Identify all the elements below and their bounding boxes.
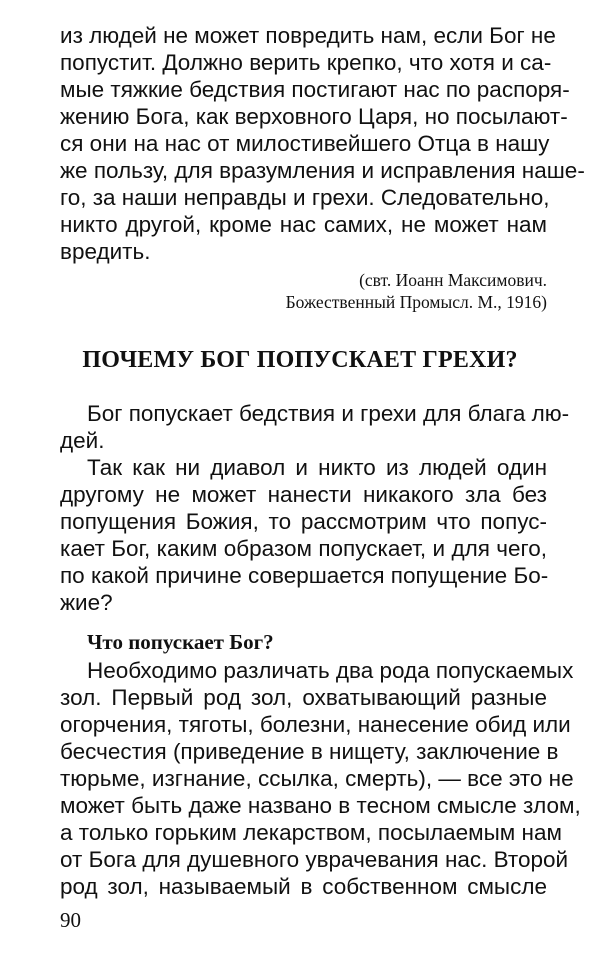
text-line: вредить.	[60, 239, 151, 264]
text-line: от Бога для душевного уврачевания нас. Второй	[60, 847, 569, 872]
text-line: же пользу, для вразумления и исправления наше-	[60, 158, 585, 183]
text-line: попустит. Должно верить крепко, что хотя и са-	[60, 50, 552, 75]
text-line: по какой причине совершается попущение Бо-	[60, 563, 549, 588]
text-line: зол. Первый род зол, охватывающий разные	[60, 685, 547, 710]
text-line: может быть даже названо в тесном смысле злом,	[60, 793, 581, 818]
citation-author: (свт. Иоанн Максимович.	[359, 270, 547, 290]
text-line: другому не может нанести никакого зла без	[60, 482, 547, 507]
page-number: 90	[60, 908, 81, 932]
section-title: ПОЧЕМУ БОГ ПОПУСКАЕТ ГРЕХИ?	[82, 347, 518, 373]
text-line: Так как ни диавол и никто из людей один	[87, 455, 547, 480]
text-line: а только горьким лекарством, посылаемым нам	[60, 820, 562, 845]
text-line: жие?	[60, 590, 113, 615]
citation-source: Божественный Промысл. М., 1916)	[285, 292, 547, 312]
text-line: никто другой, кроме нас самих, не может нам	[60, 212, 547, 237]
text-line: дей.	[60, 428, 105, 453]
subsection-title: Что попускает Бог?	[87, 630, 274, 654]
text-line: го, за наши неправды и грехи. Следовательно,	[60, 185, 550, 210]
text-line: Необходимо различать два рода попускаемых	[87, 658, 574, 683]
text-line: ся они на нас от милостивейшего Отца в нашу	[60, 131, 550, 156]
text-line: мые тяжкие бедствия постигают нас по распоря-	[60, 77, 570, 102]
text-line: род зол, называемый в собственном смысле	[60, 874, 547, 899]
text-line: бесчестия (приведение в нищету, заключение в	[60, 739, 559, 764]
text-line: огорчения, тяготы, болезни, нанесение обид или	[60, 712, 571, 737]
text-line: жению Бога, как верховного Царя, но посылают-	[60, 104, 568, 129]
text-line: попущения Божия, то рассмотрим что попус-	[60, 509, 547, 534]
text-line: тюрьме, изгнание, ссылка, смерть), — все это не	[60, 766, 574, 791]
text-line: кает Бог, каким образом попускает, и для чего,	[60, 536, 547, 561]
text-line: Бог попускает бедствия и грехи для блага лю-	[87, 401, 570, 426]
text-line: из людей не может повредить нам, если Бог не	[60, 23, 556, 48]
